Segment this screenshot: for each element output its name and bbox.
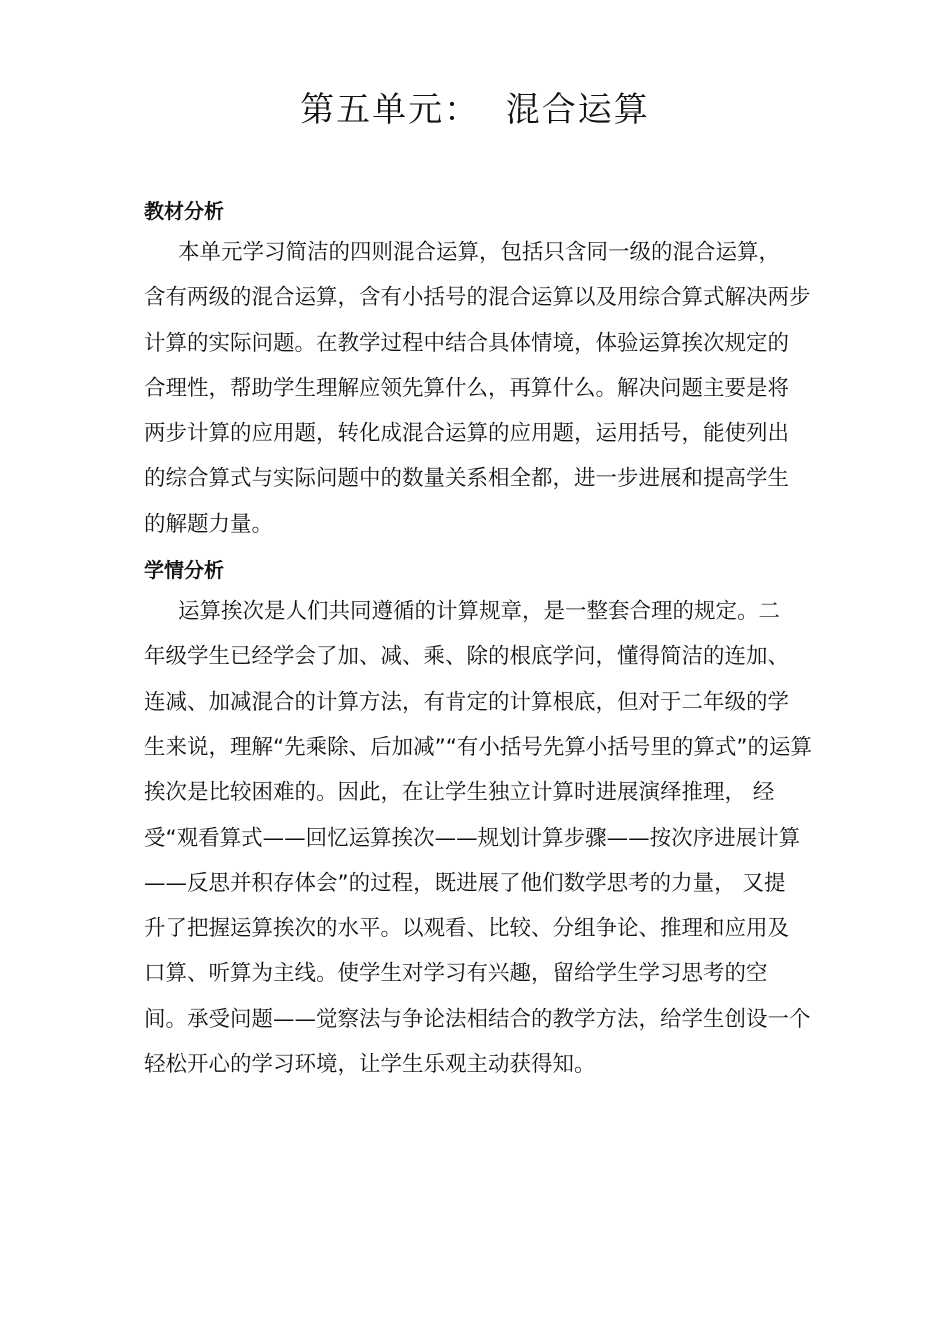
paragraph-line: 口算、听算为主线。使学生对学习有兴趣，留给学生学习思考的空: [144, 961, 768, 987]
section-textbook-analysis: [144, 192, 824, 547]
paragraph-line: 的综合算式与实际问题中的数量关系相全都，进一步进展和提高学生: [144, 466, 790, 492]
paragraph-line: 连减、加减混合的计算方法，有肯定的计算根底，但对于二年级的学: [144, 689, 790, 715]
section-heading: 学情分析: [144, 558, 224, 583]
page-title: 第五单元： 混合运算: [300, 90, 650, 130]
paragraph-line: ——反思并积存体会”的过程，既进展了他们数学思考的力量， 又提: [144, 870, 786, 896]
paragraph-line: 运算挨次是人们共同遵循的计算规章，是一整套合理的规定。二: [178, 599, 781, 625]
paragraph-line: 受“观看算式——回忆运算挨次——规划计算步骤——按次序进展计算: [144, 825, 801, 851]
paragraph-line: 间。承受问题——觉察法与争论法相结合的教学方法，给学生创设一个: [144, 1006, 811, 1032]
document-body: [144, 192, 824, 1087]
paragraph-line: 轻松开心的学习环境，让学生乐观主动获得知。: [144, 1052, 596, 1078]
paragraph-line: 计算的实际问题。在教学过程中结合具体情境，体验运算挨次规定的: [144, 330, 790, 356]
paragraph-line: 升了把握运算挨次的水平。以观看、比较、分组争论、推理和应用及: [144, 916, 790, 942]
paragraph-line: 年级学生已经学会了加、减、乘、除的根底学问，懂得简洁的连加、: [144, 644, 790, 670]
paragraph-line: 两步计算的应用题，转化成混合运算的应用题，运用括号，能使列出: [144, 421, 790, 447]
paragraph-line: 的解题力量。: [144, 511, 274, 537]
paragraph-line: 生来说，理解“先乘除、后加减”“有小括号先算小括号里的算式”的运算: [144, 734, 813, 760]
section-heading: 教材分析: [144, 199, 224, 223]
paragraph-line: 挨次是比较困难的。因此，在让学生独立计算时进展演绎推理， 经: [144, 780, 775, 806]
paragraph-line: 含有两级的混合运算，含有小括号的混合运算以及用综合算式解决两步: [144, 285, 811, 311]
paragraph-line: 本单元学习简洁的四则混合运算，包括只含同一级的混合运算，: [178, 240, 781, 265]
section-student-analysis: [144, 551, 824, 1087]
paragraph-line: 合理性，帮助学生理解应领先算什么，再算什么。解决问题主要是将: [144, 375, 790, 401]
